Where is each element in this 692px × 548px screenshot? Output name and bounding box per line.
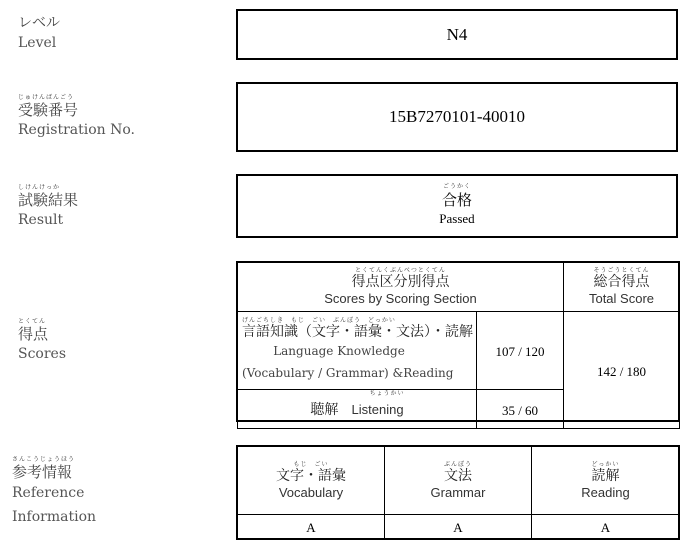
reading-ja: 読解 <box>591 467 620 484</box>
language-score: 107 / 120 <box>495 344 545 359</box>
reference-label-en-2: Information <box>12 509 97 525</box>
vocabulary-grade-cell <box>238 515 385 539</box>
language-score-cell <box>477 312 564 390</box>
reference-label <box>12 456 96 529</box>
section-header-ja: 得点区分別得点 <box>351 274 450 290</box>
listening-ja: 聴解 <box>310 402 339 418</box>
reading-grade: A <box>600 520 611 535</box>
grammar-furigana: ぶんぽう <box>443 460 472 468</box>
listening-en: Listening <box>351 402 404 417</box>
level-label-ja: レベル <box>18 15 60 31</box>
level-label-en: Level <box>18 35 57 51</box>
listening-cell <box>238 390 477 429</box>
reading-furigana: どっかい <box>591 460 620 468</box>
result-furigana: しけんけっか <box>18 184 61 191</box>
language-ja: 言語知識（文字・語彙・文法）・読解 <box>242 324 473 340</box>
listening-score-cell <box>477 390 564 429</box>
vocabulary-en: Vocabulary <box>278 484 344 500</box>
reading-en: Reading <box>581 484 630 500</box>
registration-label-en: Registration No. <box>18 122 135 138</box>
registration-value: 15B7270101-40010 <box>389 107 525 126</box>
language-en-line2: (Vocabulary / Grammar) &Reading <box>242 366 454 380</box>
result-label-en: Result <box>18 212 64 228</box>
reference-grammar-cell <box>385 447 532 515</box>
scores-label-en: Scores <box>18 346 67 362</box>
result-label-ja: 試験結果 <box>18 191 79 209</box>
total-header-cell <box>564 263 680 312</box>
result-en: Passed <box>439 210 475 226</box>
level-box <box>236 9 678 60</box>
scores-furigana: とくてん <box>18 318 47 325</box>
registration-label-ja: 受験番号 <box>18 101 79 119</box>
reference-label-ja: 参考情報 <box>12 463 73 481</box>
reference-vocabulary-cell <box>238 447 385 515</box>
level-label <box>18 14 60 54</box>
result-ja: 合格 <box>441 190 472 209</box>
vocabulary-grade: A <box>306 520 316 535</box>
result-box <box>236 174 678 238</box>
listening-furigana: ちょうかい <box>369 390 405 397</box>
language-knowledge-cell <box>238 312 477 390</box>
language-en-line1: Language Knowledge <box>273 344 405 358</box>
reference-reading-cell <box>532 447 680 515</box>
section-header-furigana: とくてんくぶんべつとくてん <box>355 267 446 274</box>
registration-box <box>236 82 678 152</box>
reference-label-en-1: Reference <box>12 485 85 501</box>
registration-furigana: じゅけんばんごう <box>18 94 75 101</box>
total-score: 142 / 180 <box>596 363 647 379</box>
section-header-en: Scores by Scoring Section <box>324 291 477 306</box>
language-furigana: げんごちしき もじ ごい ぶんぽう どっかい <box>242 317 396 324</box>
listening-score: 35 / 60 <box>501 402 539 418</box>
grammar-en: Grammar <box>430 484 486 500</box>
section-header-cell <box>238 263 564 312</box>
total-score-cell <box>564 312 680 429</box>
total-header-en: Total Score <box>588 291 655 306</box>
grammar-grade: A <box>453 520 463 535</box>
reference-table <box>237 446 680 539</box>
level-value: N4 <box>446 24 468 44</box>
grammar-grade-cell <box>385 515 532 539</box>
vocabulary-ja: 文字・語彙 <box>276 467 346 484</box>
total-header-ja: 総合得点 <box>593 274 650 290</box>
scores-table <box>237 262 680 429</box>
grammar-ja: 文法 <box>444 467 472 484</box>
registration-label <box>18 94 135 141</box>
vocabulary-furigana: もじ ごい <box>293 460 329 468</box>
result-furigana-value: ごうかく <box>442 183 471 190</box>
scores-label-ja: 得点 <box>18 325 49 343</box>
reference-furigana: さんこうじょうほう <box>12 456 76 463</box>
result-label <box>18 184 78 231</box>
reading-grade-cell <box>532 515 680 539</box>
total-header-furigana: そうごうとくてん <box>593 267 650 274</box>
scores-label <box>18 318 66 365</box>
